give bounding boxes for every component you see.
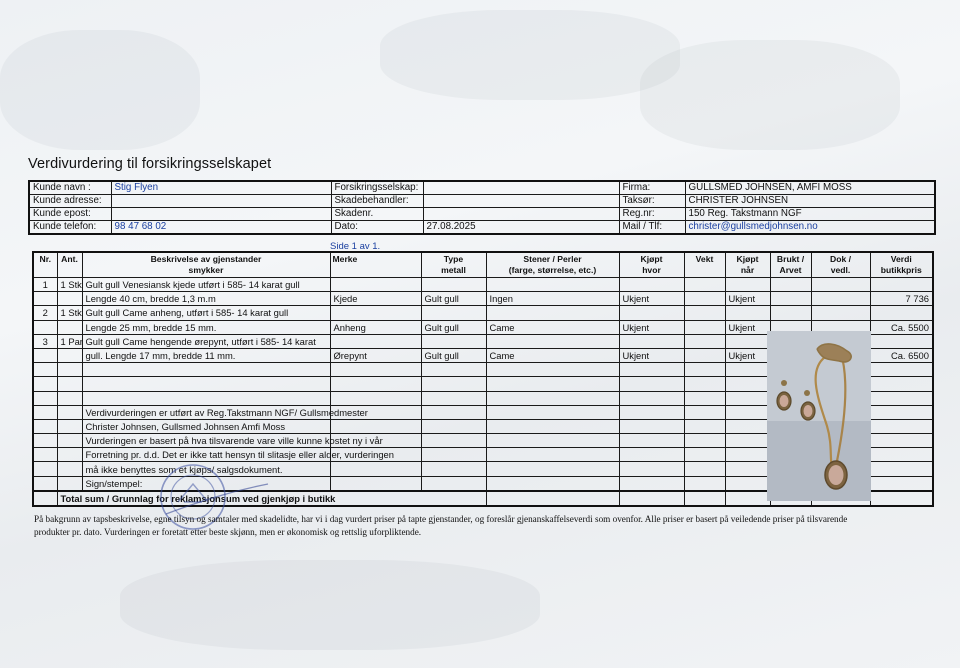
info-value [423,195,619,208]
info-value: christer@gullsmedjohnsen.no [685,221,935,235]
empty-cell [870,462,933,476]
empty-cell [486,476,619,491]
info-label: Forsikringsselskap: [331,181,423,195]
empty-cell [770,292,811,306]
empty-cell [619,419,684,433]
empty-cell [421,363,486,377]
empty-cell [811,306,870,320]
empty-cell [82,391,330,405]
empty-cell [486,434,619,448]
item-kjoptnar: Ukjent [725,348,770,362]
empty-cell [421,462,486,476]
empty-cell [57,348,82,362]
empty-cell [725,448,770,462]
empty-cell [486,363,619,377]
item-nr: 3 [33,334,57,348]
empty-cell [684,391,725,405]
empty-cell [33,462,57,476]
empty-cell [619,434,684,448]
info-label: Kunde navn : [29,181,111,195]
info-row [29,208,935,221]
item-description: gull. Lengde 17 mm, bredde 11 mm. [82,348,330,362]
empty-cell [725,306,770,320]
empty-cell [870,391,933,405]
empty-cell [870,419,933,433]
empty-cell [725,391,770,405]
item-ant: 1 Stk [57,306,82,320]
empty-cell [725,377,770,391]
item-merke: Ørepynt [330,348,421,362]
item-stener: Came [486,320,619,334]
jewelry-photo [767,331,871,501]
empty-cell [870,377,933,391]
footnote-text: På bakgrunn av tapsbeskrivelse, egne tilsyn og samtaler med skadelidte, har vi i dag vurdert priser på tapte gjenstander, og foreslår gjenanskaffelseverdi som ovenfor. Alle priser er basert på veiledende priser på tilsvarende produkter pr. dato. Vurderingen er foretatt etter beste skjønn, men er økonomisk og rettslig uforpliktende. [34,514,848,537]
empty-cell [870,476,933,491]
info-value: Stig Flyen [111,181,331,195]
empty-cell [619,476,684,491]
empty-cell [684,348,725,362]
empty-cell [725,434,770,448]
empty-cell [725,491,770,506]
note-text: må ikke benyttes som et kjøps/ salgsdokument. [82,462,330,476]
empty-cell [82,377,330,391]
item-type: Gult gull [421,292,486,306]
empty-cell [684,320,725,334]
empty-cell [57,448,82,462]
empty-cell [330,462,421,476]
item-stener: Ingen [486,292,619,306]
empty-cell [421,391,486,405]
info-label: Skadebehandler: [331,195,423,208]
empty-cell [421,377,486,391]
empty-cell [421,419,486,433]
item-ant: 1 Par [57,334,82,348]
item-row [33,306,933,320]
col-verdi-header: Verdi butikkpris [870,252,933,278]
empty-cell [870,278,933,292]
empty-cell [57,419,82,433]
empty-cell [725,363,770,377]
empty-cell [770,306,811,320]
empty-cell [486,334,619,348]
empty-cell [684,419,725,433]
empty-cell [684,405,725,419]
col-kjoptnar-header: Kjøpt når [725,252,770,278]
empty-cell [33,377,57,391]
empty-cell [33,419,57,433]
info-value: 98 47 68 02 [111,221,331,235]
jewelry-photo-image [767,331,871,501]
empty-cell [684,278,725,292]
empty-cell [870,405,933,419]
item-kjopt: Ukjent [619,292,684,306]
empty-cell [421,334,486,348]
empty-cell [33,405,57,419]
empty-cell [421,278,486,292]
info-label: Mail / Tlf: [619,221,685,235]
empty-cell [33,391,57,405]
empty-cell [33,348,57,362]
note-text: Sign/stempel: [82,476,330,491]
empty-cell [330,419,421,433]
note-text: Christer Johnsen, Gullsmed Johnsen Amfi Moss [82,419,330,433]
empty-cell [486,377,619,391]
empty-cell [684,476,725,491]
empty-cell [619,377,684,391]
item-row [33,292,933,306]
paper-crease [0,30,200,150]
empty-cell [421,434,486,448]
empty-cell [330,377,421,391]
col-kjopt-header: Kjøpt hvor [619,252,684,278]
empty-cell [870,448,933,462]
empty-cell [33,476,57,491]
empty-cell [57,434,82,448]
empty-cell [811,292,870,306]
empty-cell [486,448,619,462]
empty-cell [486,306,619,320]
empty-cell [330,334,421,348]
empty-cell [57,391,82,405]
info-label: Kunde epost: [29,208,111,221]
paper-crease [640,40,900,150]
info-value [423,181,619,195]
info-label: Dato: [331,221,423,235]
item-verdi: Ca. 6500 [870,348,933,362]
info-row [29,181,935,195]
note-text: Verdivurderingen er utført av Reg.Takstmann NGF/ Gullsmedmester [82,405,330,419]
item-kjoptnar: Ukjent [725,320,770,334]
empty-cell [33,491,57,506]
empty-cell [619,462,684,476]
col-vekt-header: Vekt [684,252,725,278]
info-row [29,221,935,235]
empty-cell [684,334,725,348]
col-nr-header: Nr. [33,252,57,278]
item-merke: Anheng [330,320,421,334]
item-description: Gult gull Venesiansk kjede utført i 585- 14 karat gull [82,278,330,292]
empty-cell [486,491,619,506]
empty-cell [486,391,619,405]
col-merke-header: Merke [330,252,421,278]
empty-cell [870,434,933,448]
empty-cell [330,476,421,491]
info-value [111,195,331,208]
empty-cell [684,306,725,320]
empty-cell [57,320,82,334]
items-header-row [33,252,933,278]
item-description: Lengde 25 mm, bredde 15 mm. [82,320,330,334]
empty-cell [33,292,57,306]
info-label: Skadenr. [331,208,423,221]
empty-cell [57,292,82,306]
empty-cell [57,405,82,419]
info-value: 27.08.2025 [423,221,619,235]
note-text: Vurderingen er basert på hva tilsvarende vare ville kunne kostet ny i vår [82,434,330,448]
col-stener-header: Stener / Perler (farge, størrelse, etc.) [486,252,619,278]
item-nr: 2 [33,306,57,320]
item-row [33,278,933,292]
empty-cell [486,419,619,433]
col-ant-header: Ant. [57,252,82,278]
info-label: Taksør: [619,195,685,208]
empty-cell [725,476,770,491]
item-description: Lengde 40 cm, bredde 1,3 m.m [82,292,330,306]
empty-cell [870,306,933,320]
info-value [423,208,619,221]
col-desc-header: Beskrivelse av gjenstander smykker [82,252,330,278]
empty-cell [421,306,486,320]
empty-cell [619,363,684,377]
empty-cell [684,363,725,377]
empty-cell [684,377,725,391]
empty-cell [870,334,933,348]
note-text: Forretning pr. d.d. Det er ikke tatt hensyn til slitasje eller alder, vurderingen [82,448,330,462]
item-verdi: Ca. 5500 [870,320,933,334]
empty-cell [486,278,619,292]
empty-cell [486,462,619,476]
item-kjopt: Ukjent [619,320,684,334]
empty-cell [684,462,725,476]
empty-cell [725,278,770,292]
empty-cell [725,462,770,476]
total-label: Total sum / Grunnlag for reklamsjonsum ved gjenkjøp i butikk [57,491,486,506]
empty-cell [57,377,82,391]
info-value: GULLSMED JOHNSEN, AMFI MOSS [685,181,935,195]
item-description: Gult gull Came hengende ørepynt, utført i 585- 14 karat [82,334,330,348]
item-type: Gult gull [421,348,486,362]
paper-crease [380,10,680,100]
empty-cell [486,405,619,419]
item-merke: Kjede [330,292,421,306]
item-ant: 1 Stk [57,278,82,292]
empty-cell [33,320,57,334]
empty-cell [421,448,486,462]
info-label: Kunde telefon: [29,221,111,235]
empty-cell [619,405,684,419]
empty-cell [330,306,421,320]
empty-cell [330,363,421,377]
empty-cell [57,462,82,476]
empty-cell [684,491,725,506]
empty-cell [870,363,933,377]
empty-cell [619,334,684,348]
empty-cell [725,419,770,433]
empty-cell [33,434,57,448]
info-label: Reg.nr: [619,208,685,221]
empty-cell [684,292,725,306]
empty-cell [330,278,421,292]
empty-cell [57,363,82,377]
empty-cell [619,306,684,320]
paper-crease [120,560,540,650]
info-value: CHRISTER JOHNSEN [685,195,935,208]
item-verdi: 7 736 [870,292,933,306]
empty-cell [421,405,486,419]
empty-cell [811,278,870,292]
col-type-header: Type metall [421,252,486,278]
item-stener: Came [486,348,619,362]
empty-cell [684,434,725,448]
empty-cell [619,491,684,506]
empty-cell [770,278,811,292]
page-number: Side 1 av 1. [330,241,381,252]
info-label: Firma: [619,181,685,195]
item-nr: 1 [33,278,57,292]
info-label: Kunde adresse: [29,195,111,208]
empty-cell [619,278,684,292]
col-brukt-header: Brukt / Arvet [770,252,811,278]
info-value [111,208,331,221]
empty-cell [619,448,684,462]
customer-info-table [28,180,936,235]
info-row [29,195,935,208]
empty-cell [330,391,421,405]
document-title: Verdivurdering til forsikringsselskapet [28,156,272,172]
info-value: 150 Reg. Takstmann NGF [685,208,935,221]
item-kjoptnar: Ukjent [725,292,770,306]
empty-cell [33,363,57,377]
empty-cell [870,491,933,506]
empty-cell [421,476,486,491]
empty-cell [725,405,770,419]
item-kjopt: Ukjent [619,348,684,362]
empty-cell [82,363,330,377]
empty-cell [57,476,82,491]
item-description: Gult gull Came anheng, utført i 585- 14 karat gull [82,306,330,320]
empty-cell [33,448,57,462]
empty-cell [684,448,725,462]
empty-cell [725,334,770,348]
col-dok-header: Dok / vedl. [811,252,870,278]
item-type: Gult gull [421,320,486,334]
empty-cell [619,391,684,405]
